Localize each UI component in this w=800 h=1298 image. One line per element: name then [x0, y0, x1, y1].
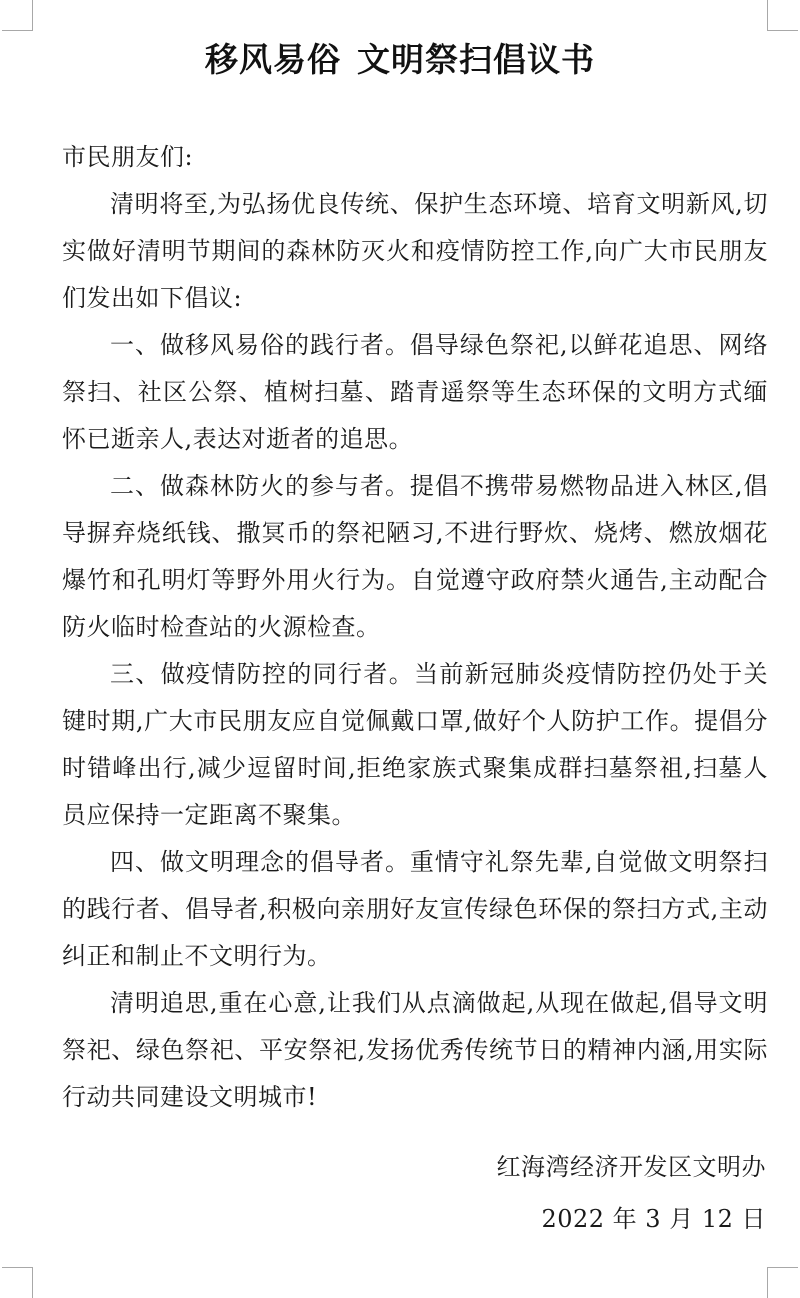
- paragraph-intro: 清明将至,为弘扬优良传统、保护生态环境、培育文明新风,切实做好清明节期间的森林防灭火和疫情防控工作,向广大市民朋友们发出如下倡议:: [62, 190, 768, 312]
- paragraph-item-4: 四、做文明理念的倡导者。重情守礼祭先辈,自觉做文明祭扫的践行者、倡导者,积极向亲朋好友宣传绿色环保的祭扫方式,主动纠正和制止不文明行为。: [62, 848, 768, 970]
- crop-mark-bottom-left: [2, 1267, 33, 1298]
- signature-block: [497, 1141, 767, 1245]
- title-part-2: 文明祭扫倡议书: [357, 40, 595, 79]
- crop-mark-top-right: [767, 0, 798, 31]
- paragraph-item-1: 一、做移风易俗的践行者。倡导绿色祭祀,以鲜花追思、网络祭扫、社区公祭、植树扫墓、踏青遥祭等生态环保的文明方式缅怀已逝亲人,表达对逝者的追思。: [62, 331, 768, 453]
- paragraph-item-2: 二、做森林防火的参与者。提倡不携带易燃物品进入林区,倡导摒弃烧纸钱、撒冥币的祭祀陋习,不进行野炊、烧烤、燃放烟花爆竹和孔明灯等野外用火行为。自觉遵守政府禁火通告,主动配合防火临时检查站的火源检查。: [62, 472, 768, 641]
- title-part-1: 移风易俗: [205, 40, 341, 79]
- crop-mark-top-left: [2, 0, 33, 31]
- document-title: [0, 34, 800, 81]
- signature-organization: 红海湾经济开发区文明办: [496, 1153, 766, 1181]
- signature-date: 2022 年 3 月 12 日: [541, 1205, 766, 1233]
- salutation: 市民朋友们:: [62, 143, 194, 171]
- paragraph-closing: 清明追思,重在心意,让我们从点滴做起,从现在做起,倡导文明祭祀、绿色祭祀、平安祭祀,发扬优秀传统节日的精神内涵,用实际行动共同建设文明城市!: [62, 989, 768, 1111]
- document-body: [62, 134, 768, 1121]
- crop-mark-bottom-right: [767, 1267, 798, 1298]
- paragraph-item-3: 三、做疫情防控的同行者。当前新冠肺炎疫情防控仍处于关键时期,广大市民朋友应自觉佩戴口罩,做好个人防护工作。提倡分时错峰出行,减少逗留时间,拒绝家族式聚集成群扫墓祭祖,扫墓人员应保持一定距离不聚集。: [62, 660, 768, 829]
